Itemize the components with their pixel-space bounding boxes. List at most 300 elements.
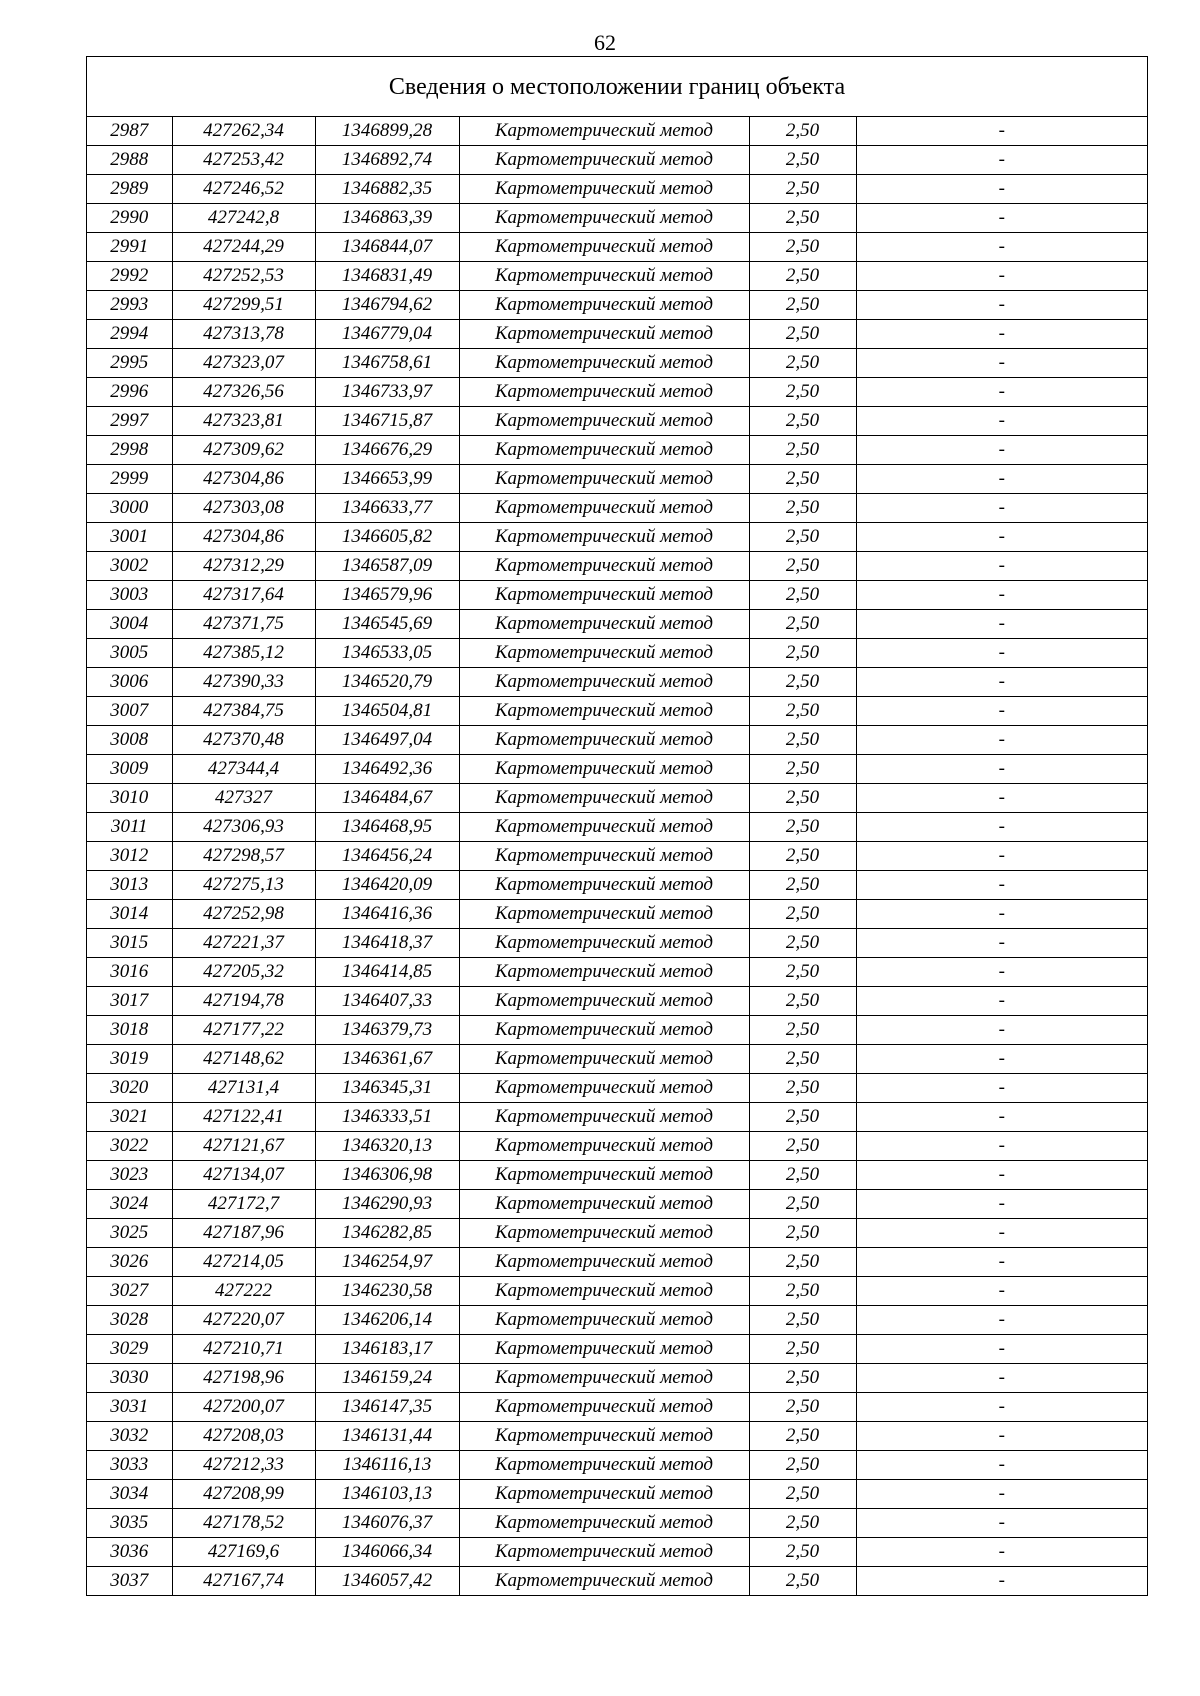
point-number-cell: 2996 xyxy=(87,378,172,407)
x-coordinate-cell: 427246,52 xyxy=(172,175,315,204)
method-cell: Картометрический метод xyxy=(459,175,749,204)
x-coordinate-cell: 427212,33 xyxy=(172,1451,315,1480)
table-row xyxy=(87,610,1147,639)
description-cell: - xyxy=(856,1364,1147,1393)
point-number-cell: 3009 xyxy=(87,755,172,784)
method-cell: Картометрический метод xyxy=(459,465,749,494)
table-row xyxy=(87,1480,1147,1509)
table-row xyxy=(87,1422,1147,1451)
x-coordinate-cell: 427208,99 xyxy=(172,1480,315,1509)
description-cell: - xyxy=(856,726,1147,755)
table-row xyxy=(87,523,1147,552)
table-row xyxy=(87,1016,1147,1045)
x-coordinate-cell: 427244,29 xyxy=(172,233,315,262)
table-row xyxy=(87,494,1147,523)
x-coordinate-cell: 427323,07 xyxy=(172,349,315,378)
x-coordinate-cell: 427214,05 xyxy=(172,1248,315,1277)
point-number-cell: 3011 xyxy=(87,813,172,842)
table-row xyxy=(87,639,1147,668)
point-number-cell: 3007 xyxy=(87,697,172,726)
table-row xyxy=(87,987,1147,1016)
point-number-cell: 3005 xyxy=(87,639,172,668)
x-coordinate-cell: 427131,4 xyxy=(172,1074,315,1103)
description-cell: - xyxy=(856,320,1147,349)
point-number-cell: 2992 xyxy=(87,262,172,291)
point-number-cell: 2994 xyxy=(87,320,172,349)
table-row xyxy=(87,146,1147,175)
table-row xyxy=(87,1509,1147,1538)
y-coordinate-cell: 1346882,35 xyxy=(315,175,459,204)
description-cell: - xyxy=(856,1509,1147,1538)
table-row xyxy=(87,552,1147,581)
y-coordinate-cell: 1346653,99 xyxy=(315,465,459,494)
table-row xyxy=(87,726,1147,755)
point-number-cell: 3014 xyxy=(87,900,172,929)
description-cell: - xyxy=(856,1480,1147,1509)
point-number-cell: 3025 xyxy=(87,1219,172,1248)
method-cell: Картометрический метод xyxy=(459,1451,749,1480)
description-cell: - xyxy=(856,755,1147,784)
y-coordinate-cell: 1346306,98 xyxy=(315,1161,459,1190)
point-number-cell: 3028 xyxy=(87,1306,172,1335)
method-cell: Картометрический метод xyxy=(459,1016,749,1045)
method-cell: Картометрический метод xyxy=(459,581,749,610)
method-cell: Картометрический метод xyxy=(459,523,749,552)
y-coordinate-cell: 1346290,93 xyxy=(315,1190,459,1219)
table-row xyxy=(87,1132,1147,1161)
description-cell: - xyxy=(856,1567,1147,1596)
y-coordinate-cell: 1346863,39 xyxy=(315,204,459,233)
point-number-cell: 2998 xyxy=(87,436,172,465)
point-number-cell: 3003 xyxy=(87,581,172,610)
y-coordinate-cell: 1346103,13 xyxy=(315,1480,459,1509)
y-coordinate-cell: 1346844,07 xyxy=(315,233,459,262)
accuracy-cell: 2,50 xyxy=(749,639,856,668)
method-cell: Картометрический метод xyxy=(459,1219,749,1248)
description-cell: - xyxy=(856,1016,1147,1045)
accuracy-cell: 2,50 xyxy=(749,117,856,146)
x-coordinate-cell: 427221,37 xyxy=(172,929,315,958)
point-number-cell: 3034 xyxy=(87,1480,172,1509)
description-cell: - xyxy=(856,1422,1147,1451)
description-cell: - xyxy=(856,233,1147,262)
x-coordinate-cell: 427134,07 xyxy=(172,1161,315,1190)
accuracy-cell: 2,50 xyxy=(749,581,856,610)
x-coordinate-cell: 427309,62 xyxy=(172,436,315,465)
description-cell: - xyxy=(856,987,1147,1016)
x-coordinate-cell: 427148,62 xyxy=(172,1045,315,1074)
description-cell: - xyxy=(856,465,1147,494)
method-cell: Картометрический метод xyxy=(459,320,749,349)
y-coordinate-cell: 1346076,37 xyxy=(315,1509,459,1538)
x-coordinate-cell: 427304,86 xyxy=(172,465,315,494)
accuracy-cell: 2,50 xyxy=(749,697,856,726)
x-coordinate-cell: 427312,29 xyxy=(172,552,315,581)
method-cell: Картометрический метод xyxy=(459,813,749,842)
table-row xyxy=(87,813,1147,842)
x-coordinate-cell: 427198,96 xyxy=(172,1364,315,1393)
method-cell: Картометрический метод xyxy=(459,1103,749,1132)
method-cell: Картометрический метод xyxy=(459,639,749,668)
accuracy-cell: 2,50 xyxy=(749,1248,856,1277)
y-coordinate-cell: 1346579,96 xyxy=(315,581,459,610)
y-coordinate-cell: 1346676,29 xyxy=(315,436,459,465)
x-coordinate-cell: 427222 xyxy=(172,1277,315,1306)
table-row xyxy=(87,407,1147,436)
accuracy-cell: 2,50 xyxy=(749,929,856,958)
method-cell: Картометрический метод xyxy=(459,407,749,436)
y-coordinate-cell: 1346779,04 xyxy=(315,320,459,349)
method-cell: Картометрический метод xyxy=(459,233,749,262)
accuracy-cell: 2,50 xyxy=(749,1538,856,1567)
accuracy-cell: 2,50 xyxy=(749,871,856,900)
description-cell: - xyxy=(856,813,1147,842)
method-cell: Картометрический метод xyxy=(459,900,749,929)
table-row xyxy=(87,784,1147,813)
table-row xyxy=(87,668,1147,697)
description-cell: - xyxy=(856,1103,1147,1132)
x-coordinate-cell: 427194,78 xyxy=(172,987,315,1016)
accuracy-cell: 2,50 xyxy=(749,1451,856,1480)
x-coordinate-cell: 427200,07 xyxy=(172,1393,315,1422)
boundary-table-frame xyxy=(86,56,1148,1596)
y-coordinate-cell: 1346116,13 xyxy=(315,1451,459,1480)
point-number-cell: 3020 xyxy=(87,1074,172,1103)
coordinates-table-body xyxy=(87,117,1147,1595)
page-number: 62 xyxy=(594,30,616,55)
description-cell: - xyxy=(856,1335,1147,1364)
x-coordinate-cell: 427323,81 xyxy=(172,407,315,436)
x-coordinate-cell: 427205,32 xyxy=(172,958,315,987)
method-cell: Картометрический метод xyxy=(459,349,749,378)
method-cell: Картометрический метод xyxy=(459,871,749,900)
x-coordinate-cell: 427326,56 xyxy=(172,378,315,407)
x-coordinate-cell: 427384,75 xyxy=(172,697,315,726)
x-coordinate-cell: 427370,48 xyxy=(172,726,315,755)
accuracy-cell: 2,50 xyxy=(749,958,856,987)
method-cell: Картометрический метод xyxy=(459,1132,749,1161)
y-coordinate-cell: 1346587,09 xyxy=(315,552,459,581)
x-coordinate-cell: 427275,13 xyxy=(172,871,315,900)
method-cell: Картометрический метод xyxy=(459,204,749,233)
point-number-cell: 2988 xyxy=(87,146,172,175)
table-row xyxy=(87,1393,1147,1422)
description-cell: - xyxy=(856,204,1147,233)
accuracy-cell: 2,50 xyxy=(749,1422,856,1451)
accuracy-cell: 2,50 xyxy=(749,1074,856,1103)
table-row xyxy=(87,697,1147,726)
method-cell: Картометрический метод xyxy=(459,1074,749,1103)
y-coordinate-cell: 1346230,58 xyxy=(315,1277,459,1306)
accuracy-cell: 2,50 xyxy=(749,610,856,639)
point-number-cell: 3008 xyxy=(87,726,172,755)
y-coordinate-cell: 1346159,24 xyxy=(315,1364,459,1393)
table-row xyxy=(87,233,1147,262)
accuracy-cell: 2,50 xyxy=(749,1161,856,1190)
point-number-cell: 2995 xyxy=(87,349,172,378)
accuracy-cell: 2,50 xyxy=(749,378,856,407)
accuracy-cell: 2,50 xyxy=(749,494,856,523)
accuracy-cell: 2,50 xyxy=(749,407,856,436)
description-cell: - xyxy=(856,1132,1147,1161)
description-cell: - xyxy=(856,117,1147,146)
table-row xyxy=(87,871,1147,900)
method-cell: Картометрический метод xyxy=(459,755,749,784)
point-number-cell: 2989 xyxy=(87,175,172,204)
accuracy-cell: 2,50 xyxy=(749,1277,856,1306)
y-coordinate-cell: 1346484,67 xyxy=(315,784,459,813)
table-row xyxy=(87,1277,1147,1306)
point-number-cell: 2987 xyxy=(87,117,172,146)
point-number-cell: 2999 xyxy=(87,465,172,494)
description-cell: - xyxy=(856,784,1147,813)
method-cell: Картометрический метод xyxy=(459,1538,749,1567)
method-cell: Картометрический метод xyxy=(459,1335,749,1364)
method-cell: Картометрический метод xyxy=(459,1277,749,1306)
accuracy-cell: 2,50 xyxy=(749,1480,856,1509)
point-number-cell: 3026 xyxy=(87,1248,172,1277)
description-cell: - xyxy=(856,436,1147,465)
x-coordinate-cell: 427299,51 xyxy=(172,291,315,320)
table-row xyxy=(87,117,1147,146)
y-coordinate-cell: 1346345,31 xyxy=(315,1074,459,1103)
accuracy-cell: 2,50 xyxy=(749,1190,856,1219)
point-number-cell: 3029 xyxy=(87,1335,172,1364)
x-coordinate-cell: 427121,67 xyxy=(172,1132,315,1161)
y-coordinate-cell: 1346605,82 xyxy=(315,523,459,552)
method-cell: Картометрический метод xyxy=(459,726,749,755)
table-row xyxy=(87,349,1147,378)
accuracy-cell: 2,50 xyxy=(749,1103,856,1132)
description-cell: - xyxy=(856,175,1147,204)
y-coordinate-cell: 1346497,04 xyxy=(315,726,459,755)
method-cell: Картометрический метод xyxy=(459,1567,749,1596)
accuracy-cell: 2,50 xyxy=(749,1393,856,1422)
accuracy-cell: 2,50 xyxy=(749,842,856,871)
table-row xyxy=(87,842,1147,871)
table-row xyxy=(87,436,1147,465)
point-number-cell: 2997 xyxy=(87,407,172,436)
accuracy-cell: 2,50 xyxy=(749,291,856,320)
point-number-cell: 3033 xyxy=(87,1451,172,1480)
point-number-cell: 3036 xyxy=(87,1538,172,1567)
y-coordinate-cell: 1346379,73 xyxy=(315,1016,459,1045)
method-cell: Картометрический метод xyxy=(459,784,749,813)
x-coordinate-cell: 427178,52 xyxy=(172,1509,315,1538)
point-number-cell: 3032 xyxy=(87,1422,172,1451)
y-coordinate-cell: 1346831,49 xyxy=(315,262,459,291)
accuracy-cell: 2,50 xyxy=(749,233,856,262)
y-coordinate-cell: 1346733,97 xyxy=(315,378,459,407)
point-number-cell: 3001 xyxy=(87,523,172,552)
description-cell: - xyxy=(856,291,1147,320)
description-cell: - xyxy=(856,378,1147,407)
y-coordinate-cell: 1346892,74 xyxy=(315,146,459,175)
y-coordinate-cell: 1346520,79 xyxy=(315,668,459,697)
y-coordinate-cell: 1346057,42 xyxy=(315,1567,459,1596)
description-cell: - xyxy=(856,262,1147,291)
x-coordinate-cell: 427390,33 xyxy=(172,668,315,697)
y-coordinate-cell: 1346545,69 xyxy=(315,610,459,639)
accuracy-cell: 2,50 xyxy=(749,523,856,552)
y-coordinate-cell: 1346418,37 xyxy=(315,929,459,958)
y-coordinate-cell: 1346420,09 xyxy=(315,871,459,900)
description-cell: - xyxy=(856,1045,1147,1074)
point-number-cell: 3023 xyxy=(87,1161,172,1190)
method-cell: Картометрический метод xyxy=(459,697,749,726)
y-coordinate-cell: 1346206,14 xyxy=(315,1306,459,1335)
description-cell: - xyxy=(856,1393,1147,1422)
method-cell: Картометрический метод xyxy=(459,958,749,987)
method-cell: Картометрический метод xyxy=(459,146,749,175)
description-cell: - xyxy=(856,1248,1147,1277)
y-coordinate-cell: 1346633,77 xyxy=(315,494,459,523)
point-number-cell: 3019 xyxy=(87,1045,172,1074)
table-row xyxy=(87,1103,1147,1132)
point-number-cell: 3002 xyxy=(87,552,172,581)
table-row xyxy=(87,929,1147,958)
y-coordinate-cell: 1346416,36 xyxy=(315,900,459,929)
point-number-cell: 3030 xyxy=(87,1364,172,1393)
method-cell: Картометрический метод xyxy=(459,494,749,523)
point-number-cell: 3017 xyxy=(87,987,172,1016)
table-row xyxy=(87,465,1147,494)
description-cell: - xyxy=(856,581,1147,610)
y-coordinate-cell: 1346183,17 xyxy=(315,1335,459,1364)
method-cell: Картометрический метод xyxy=(459,929,749,958)
method-cell: Картометрический метод xyxy=(459,436,749,465)
point-number-cell: 3013 xyxy=(87,871,172,900)
description-cell: - xyxy=(856,407,1147,436)
description-cell: - xyxy=(856,697,1147,726)
accuracy-cell: 2,50 xyxy=(749,1219,856,1248)
accuracy-cell: 2,50 xyxy=(749,987,856,1016)
y-coordinate-cell: 1346794,62 xyxy=(315,291,459,320)
x-coordinate-cell: 427252,98 xyxy=(172,900,315,929)
table-row xyxy=(87,1219,1147,1248)
accuracy-cell: 2,50 xyxy=(749,204,856,233)
table-row xyxy=(87,378,1147,407)
method-cell: Картометрический метод xyxy=(459,378,749,407)
point-number-cell: 3035 xyxy=(87,1509,172,1538)
y-coordinate-cell: 1346282,85 xyxy=(315,1219,459,1248)
x-coordinate-cell: 427344,4 xyxy=(172,755,315,784)
table-row xyxy=(87,1335,1147,1364)
method-cell: Картометрический метод xyxy=(459,1393,749,1422)
table-title: Сведения о местоположении границ объекта xyxy=(87,57,1147,117)
y-coordinate-cell: 1346414,85 xyxy=(315,958,459,987)
x-coordinate-cell: 427242,8 xyxy=(172,204,315,233)
accuracy-cell: 2,50 xyxy=(749,320,856,349)
description-cell: - xyxy=(856,1277,1147,1306)
y-coordinate-cell: 1346492,36 xyxy=(315,755,459,784)
x-coordinate-cell: 427303,08 xyxy=(172,494,315,523)
description-cell: - xyxy=(856,1451,1147,1480)
table-row xyxy=(87,581,1147,610)
accuracy-cell: 2,50 xyxy=(749,1335,856,1364)
x-coordinate-cell: 427371,75 xyxy=(172,610,315,639)
x-coordinate-cell: 427172,7 xyxy=(172,1190,315,1219)
description-cell: - xyxy=(856,494,1147,523)
x-coordinate-cell: 427210,71 xyxy=(172,1335,315,1364)
x-coordinate-cell: 427252,53 xyxy=(172,262,315,291)
table-row xyxy=(87,1248,1147,1277)
x-coordinate-cell: 427177,22 xyxy=(172,1016,315,1045)
method-cell: Картометрический метод xyxy=(459,842,749,871)
table-row xyxy=(87,1074,1147,1103)
description-cell: - xyxy=(856,842,1147,871)
description-cell: - xyxy=(856,146,1147,175)
y-coordinate-cell: 1346468,95 xyxy=(315,813,459,842)
point-number-cell: 3022 xyxy=(87,1132,172,1161)
x-coordinate-cell: 427298,57 xyxy=(172,842,315,871)
description-cell: - xyxy=(856,958,1147,987)
point-number-cell: 3021 xyxy=(87,1103,172,1132)
method-cell: Картометрический метод xyxy=(459,1190,749,1219)
method-cell: Картометрический метод xyxy=(459,291,749,320)
accuracy-cell: 2,50 xyxy=(749,175,856,204)
point-number-cell: 3037 xyxy=(87,1567,172,1596)
point-number-cell: 3004 xyxy=(87,610,172,639)
x-coordinate-cell: 427313,78 xyxy=(172,320,315,349)
accuracy-cell: 2,50 xyxy=(749,1567,856,1596)
method-cell: Картометрический метод xyxy=(459,1509,749,1538)
y-coordinate-cell: 1346533,05 xyxy=(315,639,459,668)
method-cell: Картометрический метод xyxy=(459,668,749,697)
point-number-cell: 3018 xyxy=(87,1016,172,1045)
method-cell: Картометрический метод xyxy=(459,1422,749,1451)
description-cell: - xyxy=(856,900,1147,929)
x-coordinate-cell: 427169,6 xyxy=(172,1538,315,1567)
accuracy-cell: 2,50 xyxy=(749,1016,856,1045)
description-cell: - xyxy=(856,1219,1147,1248)
accuracy-cell: 2,50 xyxy=(749,1306,856,1335)
y-coordinate-cell: 1346715,87 xyxy=(315,407,459,436)
description-cell: - xyxy=(856,668,1147,697)
table-row xyxy=(87,1045,1147,1074)
table-row xyxy=(87,175,1147,204)
table-row xyxy=(87,1161,1147,1190)
accuracy-cell: 2,50 xyxy=(749,1364,856,1393)
method-cell: Картометрический метод xyxy=(459,1248,749,1277)
y-coordinate-cell: 1346320,13 xyxy=(315,1132,459,1161)
description-cell: - xyxy=(856,639,1147,668)
table-row xyxy=(87,755,1147,784)
y-coordinate-cell: 1346407,33 xyxy=(315,987,459,1016)
description-cell: - xyxy=(856,929,1147,958)
point-number-cell: 3016 xyxy=(87,958,172,987)
point-number-cell: 3015 xyxy=(87,929,172,958)
accuracy-cell: 2,50 xyxy=(749,146,856,175)
description-cell: - xyxy=(856,349,1147,378)
point-number-cell: 2993 xyxy=(87,291,172,320)
y-coordinate-cell: 1346899,28 xyxy=(315,117,459,146)
point-number-cell: 2991 xyxy=(87,233,172,262)
description-cell: - xyxy=(856,1190,1147,1219)
method-cell: Картометрический метод xyxy=(459,1480,749,1509)
accuracy-cell: 2,50 xyxy=(749,552,856,581)
table-row xyxy=(87,1567,1147,1596)
description-cell: - xyxy=(856,523,1147,552)
description-cell: - xyxy=(856,1538,1147,1567)
accuracy-cell: 2,50 xyxy=(749,1509,856,1538)
y-coordinate-cell: 1346758,61 xyxy=(315,349,459,378)
x-coordinate-cell: 427385,12 xyxy=(172,639,315,668)
accuracy-cell: 2,50 xyxy=(749,1132,856,1161)
accuracy-cell: 2,50 xyxy=(749,668,856,697)
x-coordinate-cell: 427304,86 xyxy=(172,523,315,552)
x-coordinate-cell: 427122,41 xyxy=(172,1103,315,1132)
